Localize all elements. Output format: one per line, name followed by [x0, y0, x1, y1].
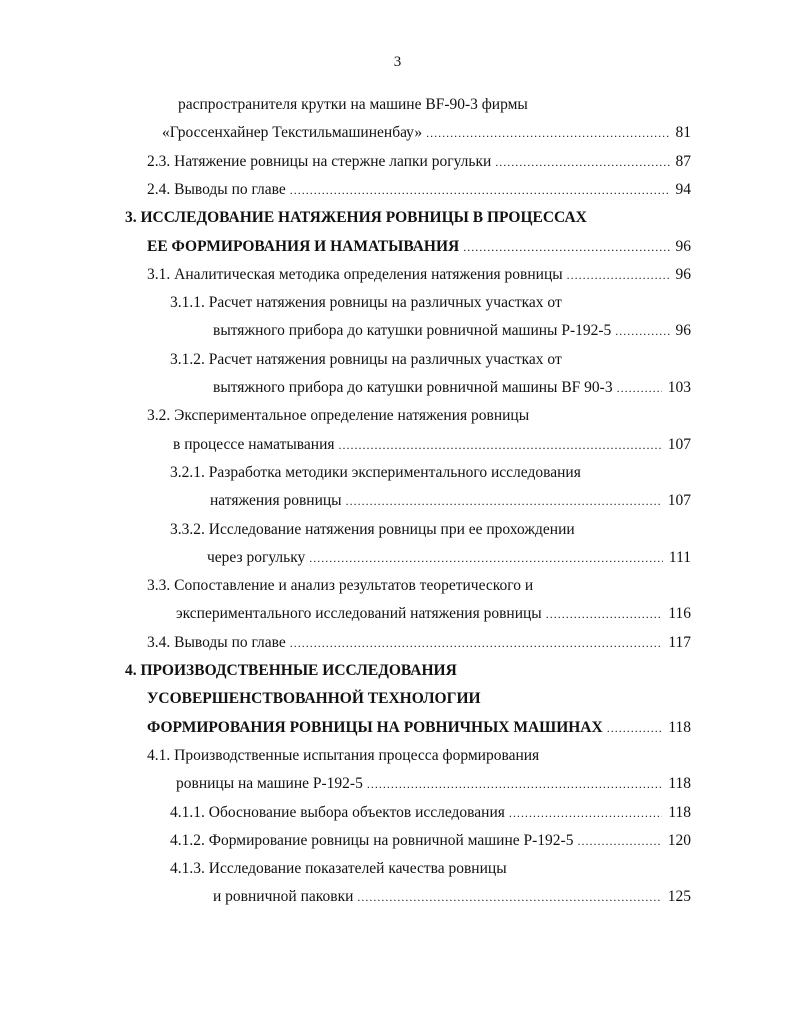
toc-entry-title: 3.2. Экспериментальное определение натяжения ровницы	[147, 407, 530, 425]
toc-entry	[147, 747, 691, 767]
toc-entry-title: «Гроссенхайнер Текстильмашиненбау»	[162, 124, 423, 142]
toc-entry	[170, 804, 691, 824]
toc-entry-title: 2.4. Выводы по главе	[147, 180, 286, 198]
toc-entry	[147, 690, 691, 710]
toc-entry	[207, 549, 691, 569]
toc-entry	[170, 832, 691, 852]
toc-entry-title: 4.1.1. Обоснование выбора объектов исследования	[170, 803, 505, 821]
toc-entry-title: распространителя крутки на машине BF-90-3 фирмы	[178, 96, 528, 113]
toc-entry-page: 116	[668, 605, 691, 623]
dot-leader	[290, 636, 663, 651]
toc-entry	[170, 294, 691, 314]
toc-entry-title: 4.1.3. Исследование показателей качества ровницы	[170, 860, 507, 878]
toc-entry-page: 87	[675, 152, 691, 170]
toc-entry	[213, 379, 691, 399]
toc-entry	[125, 662, 691, 682]
toc-entry	[170, 464, 691, 484]
toc-entry	[125, 209, 691, 229]
toc-entry-page: 107	[667, 492, 691, 510]
dot-leader	[426, 126, 669, 141]
toc-entry-title: 3.3. Сопоставление и анализ результатов теоретического и	[147, 577, 534, 595]
toc-entry-title: экспериментального исследований натяжения ровницы	[176, 605, 542, 623]
toc-entry-title: УСОВЕРШЕНСТВОВАННОЙ ТЕХНОЛОГИИ	[147, 690, 481, 708]
page-number: 3	[393, 54, 402, 70]
toc-entry-title: 3.2.1. Разработка методики экспериментального исследования	[170, 463, 581, 481]
toc-entry	[147, 719, 691, 739]
toc-entry-title: 3.1.2. Расчет натяжения ровницы на различных участках от	[170, 350, 562, 368]
dot-leader	[309, 551, 663, 566]
toc-entry	[147, 153, 691, 173]
toc-entry-title: натяжения ровницы	[210, 492, 342, 510]
toc-entry-title: 3. ИССЛЕДОВАНИЕ НАТЯЖЕНИЯ РОВНИЦЫ В ПРОЦЕССАХ	[125, 209, 587, 227]
toc-entry-title: 4.1.2. Формирование ровницы на ровничной машине Р-192-5	[170, 831, 574, 849]
dot-leader	[495, 155, 669, 170]
toc-entry	[176, 605, 691, 625]
toc-entry-title: ЕЕ ФОРМИРОВАНИЯ И НАМАТЫВАНИЯ	[147, 237, 460, 255]
toc-entry-title: вытяжного прибора до катушки ровничной машины Р-192-5	[213, 322, 612, 340]
dot-leader	[290, 183, 670, 198]
toc-entry	[147, 577, 691, 597]
toc-entry	[213, 322, 691, 342]
toc-entry	[147, 238, 691, 258]
dot-leader	[339, 438, 662, 453]
toc-entry	[170, 351, 691, 371]
toc-entry-page: 117	[668, 633, 691, 651]
toc-entry	[178, 96, 691, 116]
toc-entry-page: 107	[667, 435, 691, 453]
dot-leader	[367, 777, 662, 792]
toc-entry	[147, 634, 691, 654]
dot-leader	[617, 381, 662, 396]
toc-entry-page: 96	[675, 237, 691, 255]
toc-entry-title: 3.1. Аналитическая методика определения натяжения ровницы	[147, 265, 563, 283]
dot-leader	[357, 890, 661, 905]
toc-entry-title: 3.4. Выводы по главе	[147, 633, 286, 651]
toc-entry-title: в процессе наматывания	[173, 435, 335, 453]
dot-leader	[346, 494, 662, 509]
toc-entry	[147, 266, 691, 286]
toc-entry	[147, 181, 691, 201]
toc-entry	[170, 521, 691, 541]
toc-entry	[147, 407, 691, 427]
dot-leader	[546, 607, 663, 622]
toc-entry	[173, 436, 691, 456]
toc-entry-title: 3.1.1. Расчет натяжения ровницы на различных участках от	[170, 294, 562, 312]
toc-entry	[176, 775, 691, 795]
toc-entry-title: 2.3. Натяжение ровницы на стержне лапки рогульки	[147, 152, 492, 170]
dot-leader	[607, 721, 663, 736]
toc-entry-page: 118	[668, 803, 691, 821]
toc-entry-page: 118	[668, 775, 691, 793]
dot-leader	[615, 324, 669, 339]
toc-entry-page: 120	[667, 831, 691, 849]
dot-leader	[577, 834, 661, 849]
toc-entry-page: 111	[668, 548, 691, 566]
toc-entry-title: через рогульку	[207, 548, 306, 566]
toc-entry-title: 3.3.2. Исследование натяжения ровницы при ее прохождении	[170, 520, 575, 538]
dot-leader	[463, 240, 669, 255]
toc-entry-title: ФОРМИРОВАНИЯ РОВНИЦЫ НА РОВНИЧНЫХ МАШИНАХ	[147, 718, 603, 736]
toc-entry-page: 94	[675, 180, 691, 198]
toc-entry	[210, 492, 691, 512]
toc-entry-page: 96	[675, 265, 691, 283]
toc-entry-title: 4.1. Производственные испытания процесса формирования	[147, 746, 540, 764]
toc-entry-title: 4. ПРОИЗВОДСТВЕННЫЕ ИССЛЕДОВАНИЯ	[125, 662, 457, 679]
dot-leader	[567, 268, 670, 283]
toc-entry-page: 125	[667, 888, 691, 906]
toc-entry	[162, 124, 691, 144]
toc-entry-page: 96	[675, 322, 691, 340]
toc-entry-title: ровницы на машине Р-192-5	[176, 775, 363, 793]
toc-entry-page: 103	[667, 379, 691, 396]
toc-entry-title: вытяжного прибора до катушки ровничной машины BF 90-3	[213, 379, 613, 396]
toc-entry-title: и ровничной паковки	[213, 888, 354, 906]
toc-entry-page: 81	[675, 124, 691, 142]
dot-leader	[509, 806, 662, 821]
toc-entry	[213, 888, 691, 908]
toc-entry	[170, 860, 691, 880]
toc-entry-page: 118	[668, 718, 691, 736]
